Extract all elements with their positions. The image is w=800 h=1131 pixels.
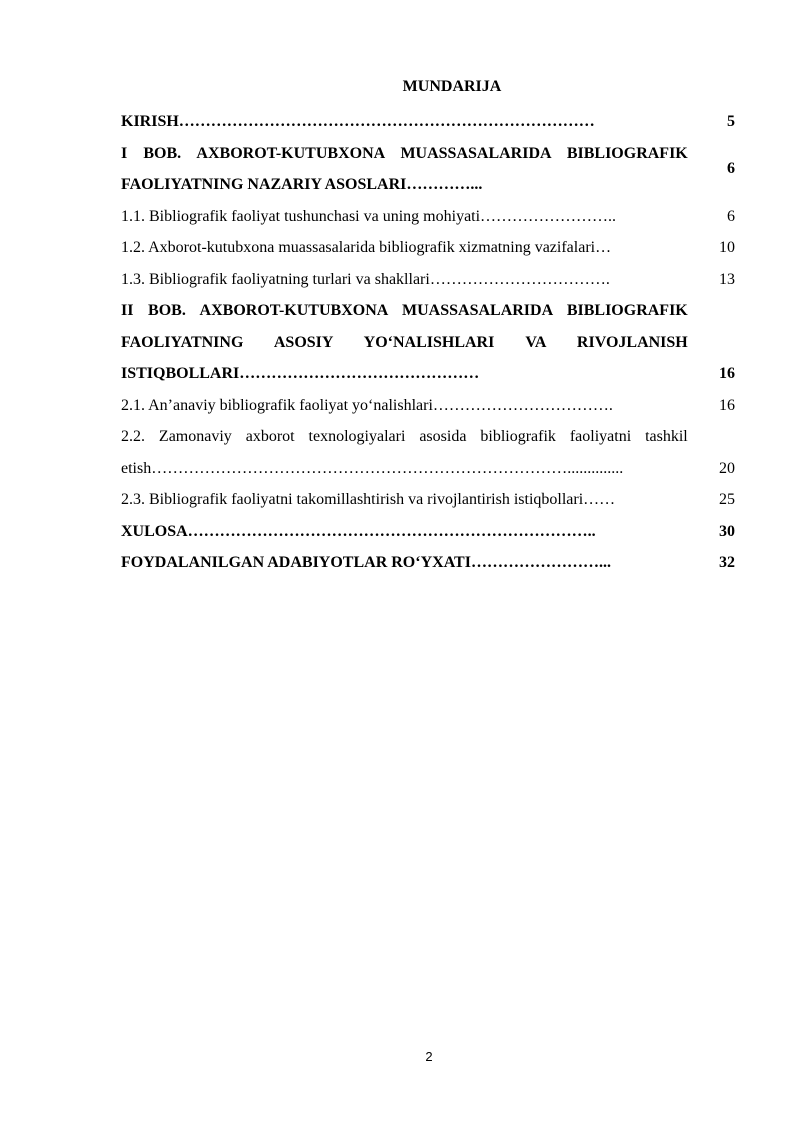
- toc-entry-text: 1.3. Bibliografik faoliyatning turlari va shakllari…………………………….: [121, 270, 610, 288]
- toc-entry-section-1-2: [121, 232, 735, 264]
- page-number: 2: [425, 1049, 433, 1064]
- table-of-contents: [121, 106, 735, 579]
- toc-entry-page: 32: [719, 554, 735, 571]
- toc-entry-section-1-3: [121, 264, 735, 296]
- toc-entry-section-2-1: [121, 390, 735, 422]
- toc-title: MUNDARIJA: [402, 78, 502, 95]
- toc-entry-page: 6: [727, 160, 735, 178]
- toc-entry-page: 25: [719, 491, 735, 508]
- toc-entry-xulosa: [121, 516, 735, 548]
- toc-entry-text: II BOB. AXBOROT-KUTUBXONA MUASSASALARIDA BIBLIOGRAFIK FAOLIYATNING ASOSIY YO‘NALISHLARI VA RIVOJLANISH ISTIQBOLLARI………………………………………: [121, 302, 688, 382]
- toc-entry-section-1-1: [121, 201, 735, 233]
- toc-entry-text: 2.1. An’anaviy bibliografik faoliyat yo‘nalishlari…………………………….: [121, 396, 613, 414]
- toc-entry-text: I BOB. AXBOROT-KUTUBXONA MUASSASALARIDA BIBLIOGRAFIK FAOLIYATNING NAZARIY ASOSLARI…………...: [121, 144, 688, 193]
- toc-entry-references: [121, 547, 735, 579]
- toc-entry-chapter-1: [121, 138, 735, 201]
- toc-entry-text: KIRISH……………………………………………………………………: [121, 113, 595, 130]
- toc-entry-page: 13: [719, 270, 735, 288]
- toc-entry-text: FOYDALANILGAN ADABIYOTLAR RO‘YXATI……………………...: [121, 554, 611, 571]
- toc-entry-page: 16: [719, 365, 735, 382]
- toc-entry-kirish: [121, 106, 735, 138]
- toc-entry-page: 30: [719, 522, 735, 540]
- toc-entry-page: 10: [719, 239, 735, 256]
- toc-entry-section-2-2: [121, 421, 735, 484]
- toc-entry-section-2-3: [121, 484, 735, 516]
- toc-entry-chapter-2: [121, 295, 735, 390]
- toc-entry-text: 1.2. Axborot-kutubxona muassasalarida bibliografik xizmatning vazifalari…: [121, 239, 612, 256]
- toc-entry-page: 5: [727, 113, 735, 130]
- toc-entry-text: 2.3. Bibliografik faoliyatni takomillashtirish va rivojlantirish istiqbollari……: [121, 491, 616, 508]
- toc-entry-text: 1.1. Bibliografik faoliyat tushunchasi va uning mohiyati……………………..: [121, 207, 617, 225]
- toc-entry-text: 2.2. Zamonaviy axborot texnologiyalari asosida bibliografik faoliyatni tashkil etish……………………………………………………………………..............: [121, 428, 688, 477]
- toc-entry-page: 20: [719, 459, 735, 477]
- toc-entry-page: 6: [727, 207, 735, 225]
- toc-entry-page: 16: [719, 396, 735, 414]
- toc-entry-text: XULOSA…………………………………………………………………..: [121, 522, 596, 540]
